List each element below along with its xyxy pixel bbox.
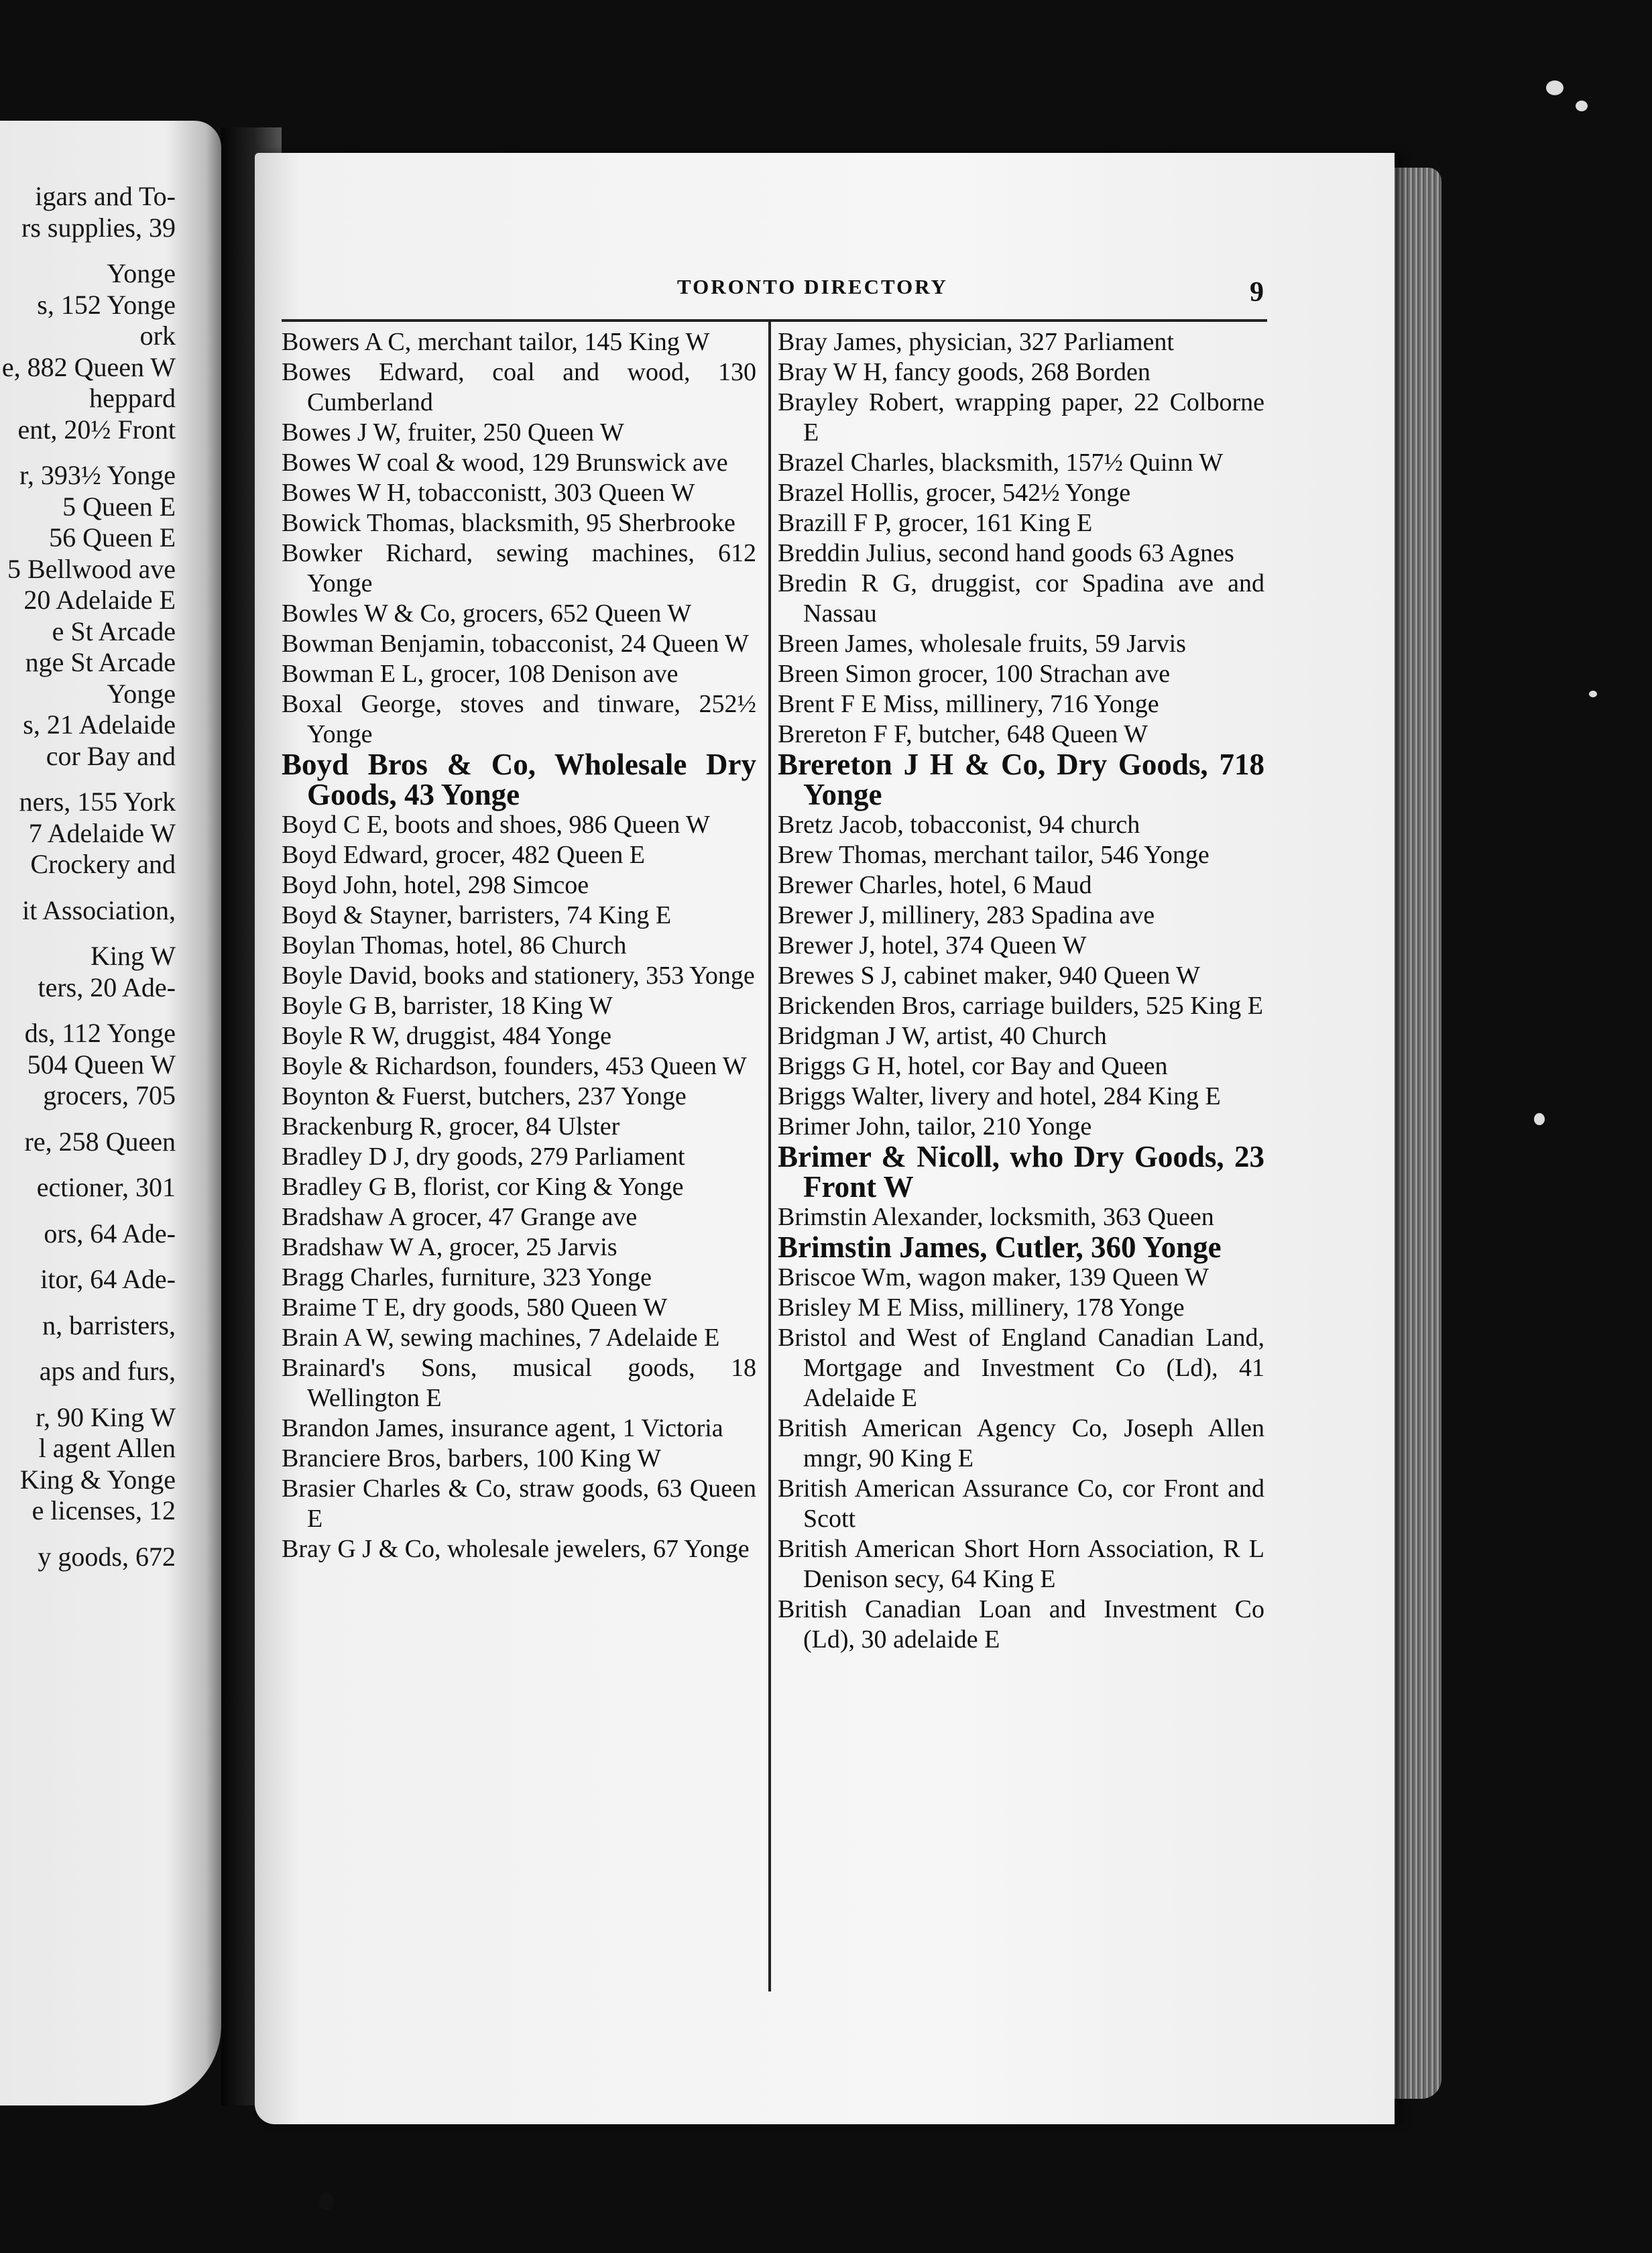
left-page-fragment: ork <box>139 321 176 351</box>
directory-entry: Boyd Edward, grocer, 482 Queen E <box>282 841 645 869</box>
left-page-fragment: s, 152 Yonge <box>37 289 176 320</box>
directory-entry: Bradshaw A grocer, 47 Grange ave <box>282 1203 638 1231</box>
left-page-fragment: e licenses, 12 <box>32 1495 176 1525</box>
left-page-fragment: cor Bay and <box>46 740 176 771</box>
left-page-fragment: itor, 64 Ade- <box>40 1264 176 1294</box>
directory-entry: Boynton & Fuerst, butchers, 237 Yonge <box>282 1082 687 1110</box>
directory-entry: Braime T E, dry goods, 580 Queen W <box>282 1293 668 1322</box>
left-page-fragment: 5 Bellwood ave <box>7 553 176 584</box>
left-page-fragment: l agent Allen <box>38 1433 176 1463</box>
dust-speck <box>1546 80 1564 95</box>
left-page-fragment: r, 393½ Yonge <box>19 460 176 490</box>
directory-entry: Brainard's Sons, musical goods, 18 Wellington E <box>282 1354 756 1412</box>
left-page-fragment <box>0 880 176 895</box>
directory-entry: Brayley Robert, wrapping paper, 22 Colborne E <box>778 388 1264 447</box>
left-page-fragment: 7 Adelaide W <box>28 817 176 848</box>
left-page-fragment: e, 882 Queen W <box>1 351 176 382</box>
directory-entry: Briscoe Wm, wagon maker, 139 Queen W <box>778 1263 1209 1291</box>
left-page-fragment: grocers, 705 <box>43 1080 176 1110</box>
left-page-fragment <box>0 772 176 787</box>
directory-entry: Brazel Charles, blacksmith, 157½ Quinn W <box>778 449 1224 477</box>
directory-entry: Brew Thomas, merchant tailor, 546 Yonge <box>778 841 1210 869</box>
left-page-fragment: ds, 112 Yonge <box>24 1018 176 1048</box>
directory-entry: Bradley D J, dry goods, 279 Parliament <box>282 1143 685 1171</box>
directory-entry: Brereton J H & Co, Dry Goods, 718 Yonge <box>778 748 1264 811</box>
directory-entry: Boyle R W, druggist, 484 Yonge <box>282 1022 611 1050</box>
directory-entry: Bretz Jacob, tobacconist, 94 church <box>778 811 1140 839</box>
directory-entry: Briggs Walter, livery and hotel, 284 King E <box>778 1082 1221 1110</box>
left-page-fragment <box>0 1295 176 1310</box>
directory-entry: Bradley G B, florist, cor King & Yonge <box>282 1173 684 1201</box>
directory-entry: Boyle & Richardson, founders, 453 Queen W <box>282 1052 747 1080</box>
directory-entry: Brewer Charles, hotel, 6 Maud <box>778 871 1092 899</box>
directory-entry: Bragg Charles, furniture, 323 Yonge <box>282 1263 652 1291</box>
left-page-fragment <box>0 445 176 460</box>
directory-entry: Bowick Thomas, blacksmith, 95 Sherbrooke <box>282 509 735 537</box>
directory-entry: Bray G J & Co, wholesale jewelers, 67 Yonge <box>282 1535 750 1563</box>
directory-entry: Bowers A C, merchant tailor, 145 King W <box>282 328 710 356</box>
directory-entry: Brimstin Alexander, locksmith, 363 Queen <box>778 1203 1214 1231</box>
header-rule <box>282 319 1267 322</box>
left-page-fragment: ectioner, 301 <box>36 1172 176 1202</box>
left-page-fragment <box>0 1387 176 1402</box>
left-page-fragment: ters, 20 Ade- <box>38 972 176 1002</box>
left-page-fragment: Crockery and <box>30 849 176 879</box>
directory-column-right <box>778 327 1264 1655</box>
directory-entry: Brewer J, millinery, 283 Spadina ave <box>778 901 1155 929</box>
left-page-fragment: y goods, 672 <box>38 1541 176 1572</box>
dust-speck <box>1589 691 1597 697</box>
left-page-fragment: Yonge <box>107 678 176 709</box>
directory-entry: Breen Simon grocer, 100 Strachan ave <box>778 660 1171 688</box>
left-page-fragment <box>0 243 176 258</box>
left-page-fragment: nge St Arcade <box>25 647 176 677</box>
directory-column-left <box>282 327 756 1564</box>
directory-entry: Brewer J, hotel, 374 Queen W <box>778 931 1087 960</box>
left-page-fragment <box>0 1249 176 1264</box>
directory-entry: Brimer John, tailor, 210 Yonge <box>778 1112 1092 1141</box>
directory-entry: Bowes W H, tobacconistt, 303 Queen W <box>282 479 695 507</box>
directory-entry: Brisley M E Miss, millinery, 178 Yonge <box>778 1293 1185 1322</box>
directory-entry: Bredin R G, druggist, cor Spadina ave and Nassau <box>778 569 1264 628</box>
directory-entry: Brickenden Bros, carriage builders, 525 King E <box>778 992 1263 1020</box>
directory-entry: Branciere Bros, barbers, 100 King W <box>282 1444 661 1472</box>
directory-entry: Brandon James, insurance agent, 1 Victoria <box>282 1414 723 1442</box>
directory-entry: Brain A W, sewing machines, 7 Adelaide E <box>282 1324 720 1352</box>
directory-entry: British American Short Horn Association, R L Denison secy, 64 King E <box>778 1535 1264 1593</box>
left-page-fragment <box>0 1204 176 1218</box>
directory-entry: Bridgman J W, artist, 40 Church <box>778 1022 1107 1050</box>
directory-entry: Boyd John, hotel, 298 Simcoe <box>282 871 589 899</box>
left-page-fragment: rs supplies, 39 <box>21 212 176 243</box>
directory-entry: Brereton F F, butcher, 648 Queen W <box>778 720 1148 748</box>
directory-entry: Boylan Thomas, hotel, 86 Church <box>282 931 627 960</box>
ink-dot <box>319 2193 334 2210</box>
directory-entry: Brasier Charles & Co, straw goods, 63 Queen E <box>282 1475 756 1533</box>
directory-entry: Boyd C E, boots and shoes, 986 Queen W <box>282 811 710 839</box>
left-page-fragment <box>0 1003 176 1018</box>
directory-entry: Bradshaw W A, grocer, 25 Jarvis <box>282 1233 617 1261</box>
left-page-fragment: 5 Queen E <box>62 491 176 522</box>
dust-speck <box>1576 101 1588 111</box>
left-page-fragment: King & Yonge <box>19 1464 176 1495</box>
page-number: 9 <box>1250 277 1264 308</box>
dust-speck <box>1534 1113 1545 1125</box>
directory-entry: Boyle G B, barrister, 18 King W <box>282 992 613 1020</box>
directory-entry: Brent F E Miss, millinery, 716 Yonge <box>778 690 1159 718</box>
directory-entry: Boyle David, books and stationery, 353 Yonge <box>282 962 755 990</box>
left-page-fragment: ners, 155 York <box>19 787 176 817</box>
left-page-fragment: s, 21 Adelaide <box>23 709 176 740</box>
directory-entry: Boyd & Stayner, barristers, 74 King E <box>282 901 672 929</box>
page-header-title: TORONTO DIRECTORY <box>677 275 948 298</box>
directory-entry: Bray W H, fancy goods, 268 Borden <box>778 358 1150 386</box>
directory-entry: Bristol and West of England Canadian Land, Mortgage and Investment Co (Ld), 41 Adelaide E <box>778 1324 1264 1412</box>
column-divider <box>768 322 771 1991</box>
directory-entry: Bray James, physician, 327 Parliament <box>778 328 1174 356</box>
directory-entry: Brazill F P, grocer, 161 King E <box>778 509 1093 537</box>
left-page-fragment: n, barristers, <box>42 1310 176 1340</box>
left-page-fragment: Yonge <box>107 258 176 288</box>
left-page-fragment <box>0 1341 176 1356</box>
directory-entry: Brackenburg R, grocer, 84 Ulster <box>282 1112 620 1141</box>
directory-entry: Bowman E L, grocer, 108 Denison ave <box>282 660 678 688</box>
directory-entry: Brimstin James, Cutler, 360 Yonge <box>778 1230 1222 1264</box>
left-page-fragment: it Association, <box>22 894 176 925</box>
directory-entry: Bowles W & Co, grocers, 652 Queen W <box>282 599 692 628</box>
left-page-fragment: King W <box>90 941 176 971</box>
directory-entry: Bowman Benjamin, tobacconist, 24 Queen W <box>282 630 749 658</box>
left-page-fragment: aps and furs, <box>39 1356 176 1386</box>
left-page-fragment: heppard <box>89 383 176 413</box>
left-page-fragment: re, 258 Queen <box>24 1126 176 1157</box>
directory-entry: Bowes Edward, coal and wood, 130 Cumberland <box>282 358 756 416</box>
directory-entry: Breen James, wholesale fruits, 59 Jarvis <box>778 630 1186 658</box>
left-page-fragment: igars and To- <box>35 181 176 211</box>
directory-entry: Breddin Julius, second hand goods 63 Agnes <box>778 539 1234 567</box>
left-page-fragment <box>0 1112 176 1126</box>
left-page-text <box>0 181 176 1572</box>
left-page-fragment: ors, 64 Ade- <box>44 1218 176 1249</box>
left-page-fragment: 56 Queen E <box>49 522 176 553</box>
left-page-fragment <box>0 926 176 941</box>
directory-entry: Boyd Bros & Co, Wholesale Dry Goods, 43 Yonge <box>282 748 756 811</box>
directory-entry: British American Assurance Co, cor Front and Scott <box>778 1475 1264 1533</box>
directory-entry: Brazel Hollis, grocer, 542½ Yonge <box>778 479 1131 507</box>
left-page-fragment: 20 Adelaide E <box>23 585 176 615</box>
directory-entry: Brimer & Nicoll, who Dry Goods, 23 Front W <box>778 1140 1264 1204</box>
left-page-fragment: 504 Queen W <box>27 1049 176 1080</box>
directory-entry: British Canadian Loan and Investment Co (Ld), 30 adelaide E <box>778 1595 1264 1654</box>
directory-entry: Bowes J W, fruiter, 250 Queen W <box>282 418 624 447</box>
directory-entry: British American Agency Co, Joseph Allen mngr, 90 King E <box>778 1414 1264 1472</box>
left-page-fragment: r, 90 King W <box>36 1401 176 1432</box>
directory-entry: Brewes S J, cabinet maker, 940 Queen W <box>778 962 1200 990</box>
left-page-fragment <box>0 1157 176 1172</box>
directory-entry: Bowker Richard, sewing machines, 612 Yonge <box>282 539 756 597</box>
left-page-fragment: ent, 20½ Front <box>17 414 176 445</box>
left-page-fragment <box>0 1527 176 1542</box>
left-page-fragment: e St Arcade <box>52 616 176 646</box>
directory-entry: Boxal George, stoves and tinware, 252½ Yonge <box>282 690 756 748</box>
directory-entry: Bowes W coal & wood, 129 Brunswick ave <box>282 449 728 477</box>
directory-entry: Briggs G H, hotel, cor Bay and Queen <box>778 1052 1168 1080</box>
